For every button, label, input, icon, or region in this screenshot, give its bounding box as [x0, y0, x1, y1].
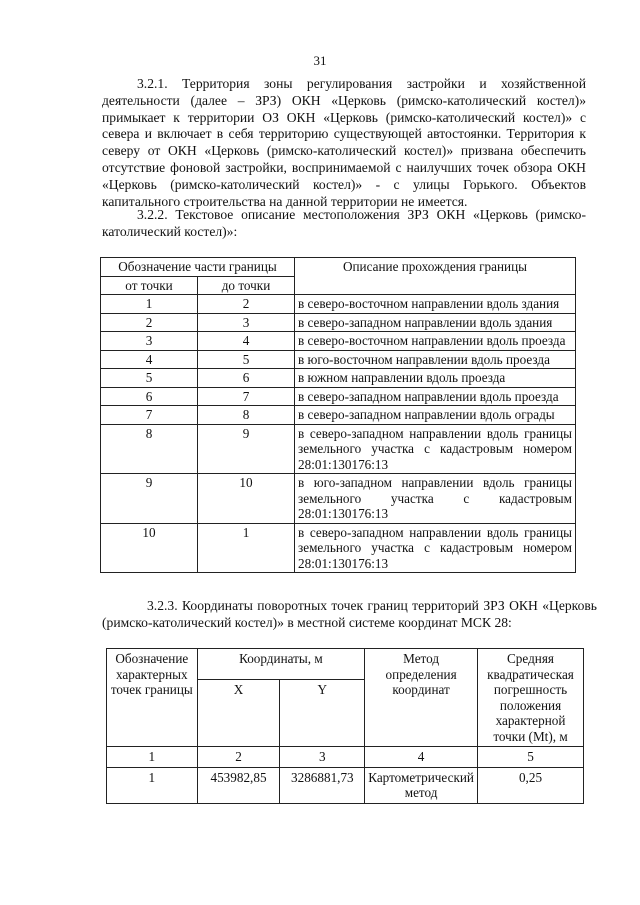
cell-from: 1 — [101, 295, 198, 314]
header-to-point: до точки — [198, 276, 295, 295]
header-method: Метод определения координат — [365, 649, 478, 747]
cell-desc: в южном направлении вдоль проезда — [295, 369, 576, 388]
column-number: 4 — [365, 747, 478, 768]
cell-to: 10 — [198, 474, 295, 524]
cell-desc: в северо-западном направлении вдоль проезда — [295, 387, 576, 406]
cell-desc: в северо-западном направлении вдоль границы земельного участка с кадастровым номером 28:01:130176:13 — [295, 424, 576, 474]
cell-from: 3 — [101, 332, 198, 351]
cell-desc: в юго-западном направлении вдоль границы земельного участка с кадастровым 28:01:130176:13 — [295, 474, 576, 524]
cell-to: 2 — [198, 295, 295, 314]
cell-from: 5 — [101, 369, 198, 388]
table-row — [101, 295, 576, 314]
table-numbering-row — [107, 747, 584, 768]
cell-from: 8 — [101, 424, 198, 474]
table-header-row — [101, 258, 576, 277]
table-row — [101, 387, 576, 406]
cell-from: 4 — [101, 350, 198, 369]
header-boundary-part: Обозначение части границы — [101, 258, 295, 277]
coordinates-table — [106, 648, 584, 804]
cell-to: 7 — [198, 387, 295, 406]
column-number: 1 — [107, 747, 198, 768]
cell-method: Картометрический метод — [365, 767, 478, 803]
cell-x: 453982,85 — [197, 767, 280, 803]
cell-from: 7 — [101, 406, 198, 425]
paragraph-3-2-2: 3.2.2. Текстовое описание местоположения ЗРЗ ОКН «Церковь (римско-католический костел)»: — [102, 207, 586, 239]
column-number: 3 — [280, 747, 365, 768]
cell-to: 5 — [198, 350, 295, 369]
cell-desc: в северо-восточном направлении вдоль здания — [295, 295, 576, 314]
table-row — [101, 313, 576, 332]
cell-error: 0,25 — [478, 767, 584, 803]
table-row — [101, 474, 576, 524]
page-number: 31 — [313, 53, 327, 68]
cell-desc: в северо-западном направлении вдоль здания — [295, 313, 576, 332]
paragraph-3-2-3: 3.2.3. Координаты поворотных точек границ территорий ЗРЗ ОКН «Церковь (римско-католический костел)» в местной системе координат МСК 28: — [102, 598, 597, 630]
table-row — [101, 523, 576, 573]
cell-desc: в северо-западном направлении вдоль границы земельного участка с кадастровым номером 28:01:130176:13 — [295, 523, 576, 573]
header-coordinates: Координаты, м — [197, 649, 365, 680]
cell-desc: в северо-восточном направлении вдоль проезда — [295, 332, 576, 351]
cell-to: 6 — [198, 369, 295, 388]
cell-to: 3 — [198, 313, 295, 332]
table-row — [101, 350, 576, 369]
header-x: X — [197, 680, 280, 747]
cell-point: 1 — [107, 767, 198, 803]
cell-to: 4 — [198, 332, 295, 351]
cell-to: 8 — [198, 406, 295, 425]
cell-to: 1 — [198, 523, 295, 573]
cell-desc: в юго-восточном направлении вдоль проезда — [295, 350, 576, 369]
table-row — [101, 332, 576, 351]
header-y: Y — [280, 680, 365, 747]
cell-from: 9 — [101, 474, 198, 524]
cell-to: 9 — [198, 424, 295, 474]
cell-from: 10 — [101, 523, 198, 573]
table-row — [101, 369, 576, 388]
paragraph-3-2-1: 3.2.1. Территория зоны регулирования застройки и хозяйственной деятельности (далее – ЗРЗ) ОКН «Церковь (римско-католический костел)» примыкает к территории ОЗ ОКН «Церковь (римско-католический костел)» с севера и включает в себя территорию существующей автостоянки. Территория к северу от ОКН «Церковь (римско-католический костел)» призвана обеспечить отсутствие фоновой застройки, воспринимаемой с наилучших точек обзора ОКН «Церковь (римско-католический костел)» - с улицы Горького. Объектов капитального строительства на данной территории не имеется. — [102, 76, 586, 209]
cell-from: 6 — [101, 387, 198, 406]
boundary-description-table — [100, 257, 576, 573]
header-description: Описание прохождения границы — [295, 258, 576, 295]
header-error: Средняя квадратическая погрешность положения характерной точки (Mt), м — [478, 649, 584, 747]
column-number: 2 — [197, 747, 280, 768]
header-from-point: от точки — [101, 276, 198, 295]
table-row — [107, 767, 584, 803]
cell-y: 3286881,73 — [280, 767, 365, 803]
cell-desc: в северо-западном направлении вдоль ограды — [295, 406, 576, 425]
table-row — [101, 424, 576, 474]
table-row — [101, 406, 576, 425]
cell-from: 2 — [101, 313, 198, 332]
column-number: 5 — [478, 747, 584, 768]
table-header-row — [107, 649, 584, 680]
header-point-designation: Обозначение характерных точек границы — [107, 649, 198, 747]
